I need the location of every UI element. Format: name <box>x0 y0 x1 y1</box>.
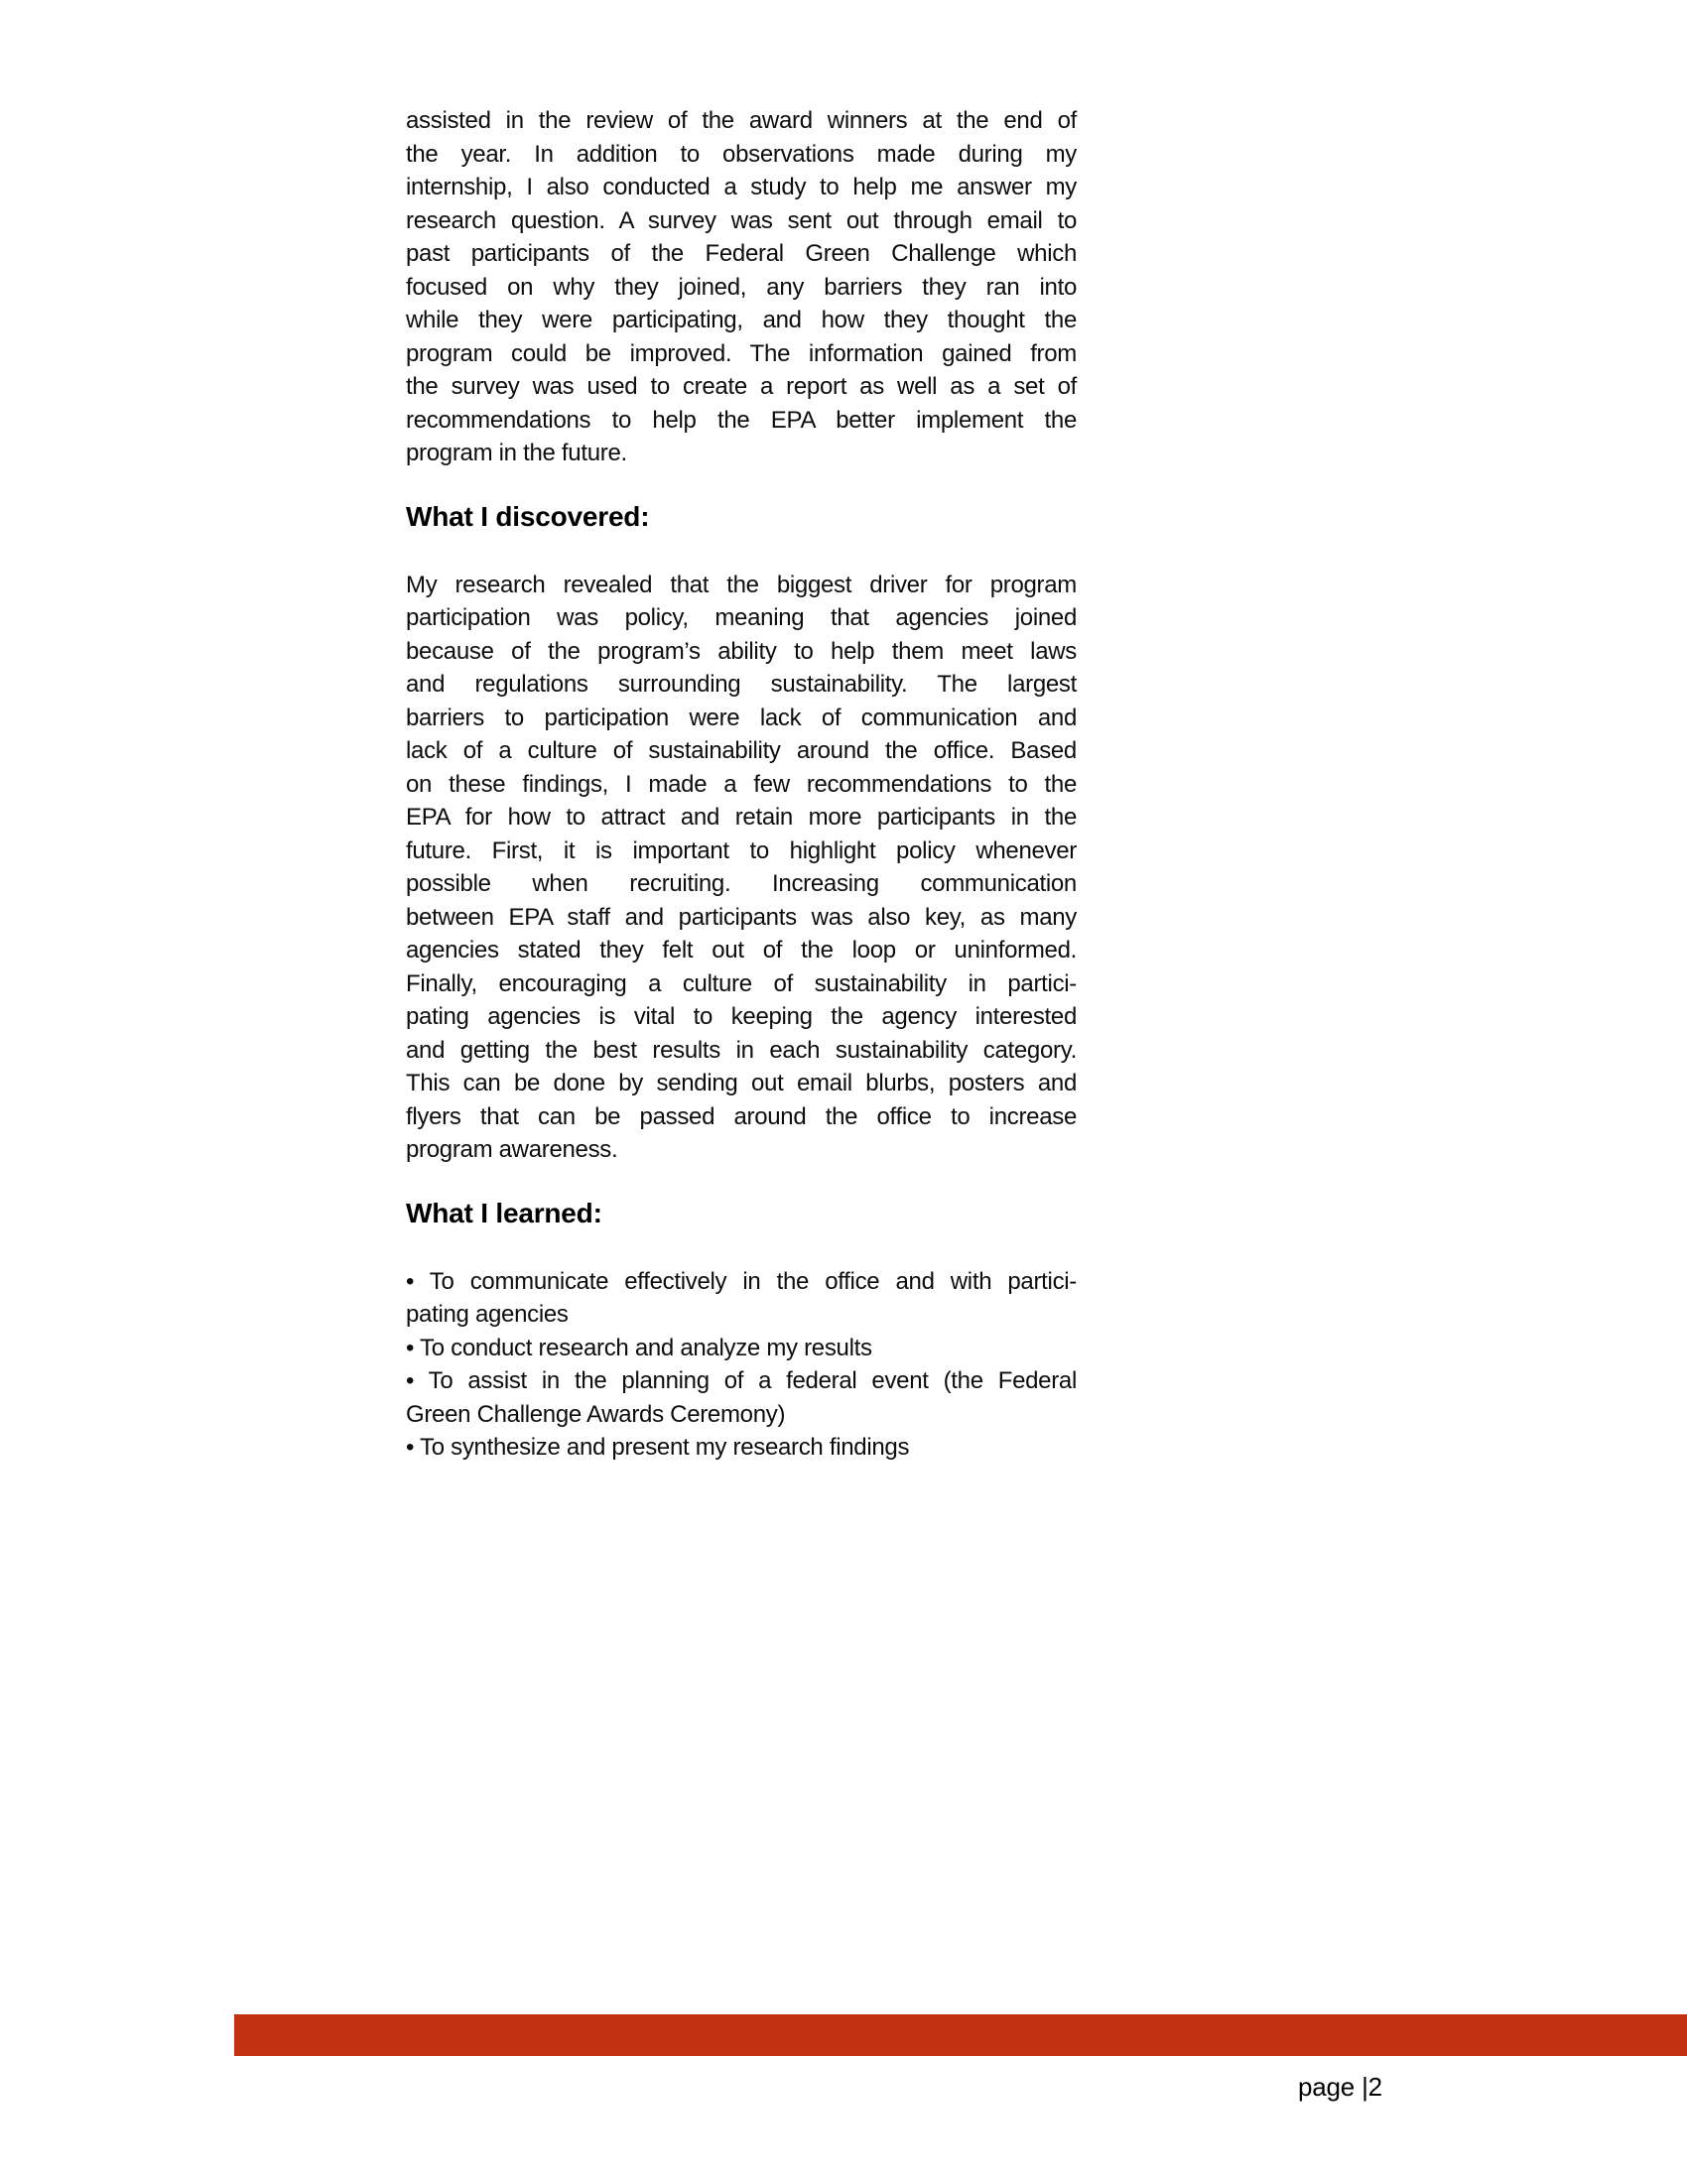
body-paragraph <box>406 569 1077 1167</box>
text-line: barriers to participation were lack of communication and <box>406 704 1077 731</box>
text-line: on these findings, I made a few recommendations to the <box>406 770 1077 798</box>
text-line: My research revealed that the biggest driver for program <box>406 571 1077 598</box>
text-line: while they were participating, and how they thought the <box>406 307 1077 333</box>
text-line: between EPA staff and participants was also key, as many <box>406 903 1077 931</box>
text-line: program awareness. <box>406 1136 618 1163</box>
text-line: assisted in the review of the award winners at the end of <box>406 107 1077 134</box>
body-paragraph <box>406 104 1077 470</box>
text-line: agencies stated they felt out of the loop or uninformed. <box>406 937 1077 964</box>
text-line: flyers that can be passed around the office to increase <box>406 1102 1077 1130</box>
footer-accent-bar <box>234 2014 1687 2056</box>
document-body <box>406 104 1077 1465</box>
text-line: • To communicate effectively in the office and with partici- <box>406 1267 1077 1295</box>
text-line: pating agencies <box>406 1301 569 1328</box>
page-number-label: page |2 <box>1298 2072 1382 2102</box>
section-heading: What I learned: <box>406 1197 602 1228</box>
text-line: future. First, it is important to highlight policy whenever <box>406 836 1077 864</box>
text-line: Finally, encouraging a culture of sustainability in partici- <box>406 969 1077 997</box>
text-line: focused on why they joined, any barriers they ran into <box>406 273 1077 301</box>
text-line: • To assist in the planning of a federal event (the Federal <box>406 1367 1077 1394</box>
text-line: the survey was used to create a report as well as a set of <box>406 373 1077 400</box>
text-line: lack of a culture of sustainability around the office. Based <box>406 737 1077 764</box>
text-line: program could be improved. The information gained from <box>406 339 1077 367</box>
bullet-list <box>406 1265 1077 1465</box>
section-heading: What I discovered: <box>406 500 650 532</box>
text-line: program in the future. <box>406 440 627 466</box>
text-line: research question. A survey was sent out through email to <box>406 206 1077 234</box>
text-line: and regulations surrounding sustainability. The largest <box>406 671 1077 698</box>
text-line: and getting the best results in each sustainability category. <box>406 1036 1077 1064</box>
text-line: internship, I also conducted a study to help me answer my <box>406 174 1077 200</box>
text-line: because of the program’s ability to help them meet laws <box>406 637 1077 665</box>
text-line: participation was policy, meaning that agencies joined <box>406 604 1077 631</box>
text-line: • To conduct research and analyze my results <box>406 1334 872 1361</box>
text-line: the year. In addition to observations made during my <box>406 140 1077 168</box>
text-line: • To synthesize and present my research findings <box>406 1434 910 1461</box>
text-line: pating agencies is vital to keeping the agency interested <box>406 1003 1077 1030</box>
text-line: possible when recruiting. Increasing communication <box>406 870 1077 897</box>
text-line: past participants of the Federal Green Challenge which <box>406 240 1077 267</box>
text-line: This can be done by sending out email blurbs, posters and <box>406 1070 1077 1096</box>
text-line: EPA for how to attract and retain more participants in the <box>406 804 1077 831</box>
text-line: Green Challenge Awards Ceremony) <box>406 1400 786 1428</box>
text-line: recommendations to help the EPA better implement the <box>406 406 1077 434</box>
